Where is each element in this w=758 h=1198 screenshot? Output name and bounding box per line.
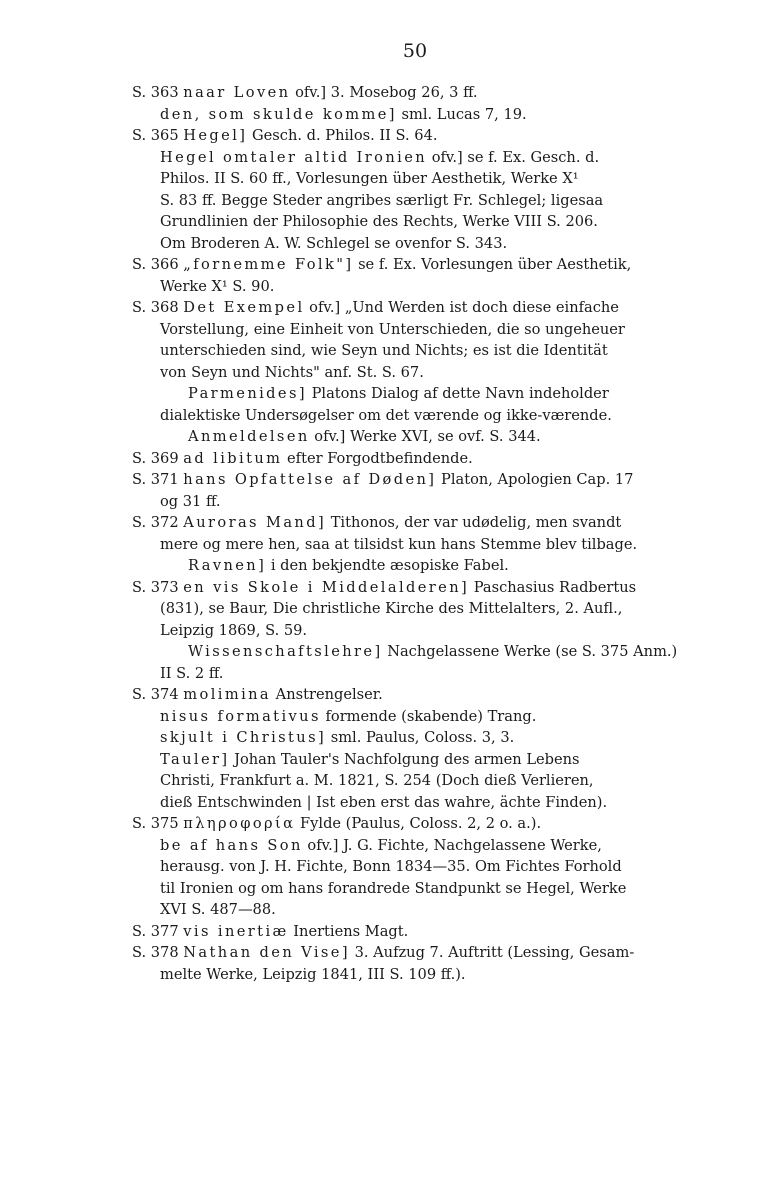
note-text: Johan Tauler's Nachfolgung des armen Lebens	[234, 750, 580, 768]
note-line	[132, 770, 692, 792]
note-line	[132, 125, 692, 147]
note-text: og 31 ff.	[160, 492, 221, 510]
note-text: mere og mere hen, saa at tilsidst kun hans Stemme blev tilbage.	[160, 535, 638, 553]
lemma: Anmeldelsen	[188, 428, 310, 445]
note-text: melte Werke, Leipzig 1841, III S. 109 ff.).	[160, 965, 466, 983]
note-text: i den bekjendte æsopiske Fabel.	[270, 557, 509, 574]
note-line	[132, 555, 692, 577]
note-line	[132, 383, 692, 405]
lemma: be af hans Son	[160, 836, 303, 854]
note-text: Paschasius Radbertus	[473, 578, 637, 596]
note-text: Gesch. d. Philos. II S. 64.	[252, 127, 438, 144]
page-ref: S. 375	[132, 815, 179, 832]
note-text: ofv.] „Und Werden ist doch diese einfache	[309, 299, 619, 316]
note-line	[132, 340, 692, 362]
note-text: Christi, Frankfurt a. M. 1821, S. 254 (Doch dieß Verlieren,	[160, 772, 594, 789]
note-line	[132, 104, 692, 126]
note-line	[132, 792, 692, 814]
lemma: „fornemme Folk"]	[183, 256, 354, 273]
note-text: Platons Dialog af dette Navn indeholder	[311, 385, 609, 402]
lemma: Ravnen]	[188, 557, 267, 574]
note-line	[132, 426, 692, 448]
note-line	[132, 211, 692, 233]
lemma: ad libitum	[183, 449, 283, 467]
note-line	[132, 405, 692, 427]
note-line	[132, 899, 692, 921]
note-text: sml. Lucas 7, 19.	[401, 105, 527, 123]
page-ref: S. 377	[132, 922, 179, 940]
note-text: unterschieden sind, wie Seyn und Nichts; es ist die Identität	[160, 342, 608, 359]
note-line	[132, 362, 692, 384]
note-line	[132, 641, 692, 663]
note-text: Tithonos, der var udødelig, men svandt	[330, 514, 622, 531]
note-text: Philos. II S. 60 ff., Vorlesungen über Aesthetik, Werke X¹	[160, 170, 579, 187]
lemma: Hegel]	[183, 127, 248, 144]
note-text: Anstrengelser.	[275, 686, 383, 703]
note-line	[132, 878, 692, 900]
lemma: nisus formativus	[160, 707, 321, 725]
note-line	[132, 469, 692, 491]
note-text: Om Broderen A. W. Schlegel se ovenfor S. 343.	[160, 234, 508, 252]
lemma: Tauler]	[160, 750, 230, 768]
note-text: Fylde (Paulus, Coloss. 2, 2 o. a.).	[300, 815, 542, 832]
note-text: Grundlinien der Philosophie des Rechts, Werke VIII S. 206.	[160, 213, 598, 230]
note-text: sml. Paulus, Coloss. 3, 3.	[330, 729, 515, 746]
note-text: se f. Ex. Vorlesungen über Aesthetik,	[358, 256, 632, 273]
lemma: naar Loven	[183, 84, 291, 101]
note-line	[132, 190, 692, 212]
lemma: Wissenschaftslehre]	[188, 643, 383, 660]
note-line	[132, 491, 692, 513]
note-line	[132, 706, 692, 728]
page-ref: S. 369	[132, 449, 179, 467]
page-ref: S. 368	[132, 299, 179, 316]
note-text: dialektiske Undersøgelser om det værende og ikke-værende.	[160, 406, 612, 424]
lemma: Det Exempel	[183, 299, 305, 316]
page-ref: S. 366	[132, 256, 179, 273]
note-line	[132, 835, 692, 857]
note-text: Inertiens Magt.	[293, 922, 409, 940]
note-line	[132, 254, 692, 276]
page-ref: S. 374	[132, 686, 179, 703]
note-text: efter Forgodtbefindende.	[287, 449, 473, 467]
note-text: II S. 2 ff.	[160, 664, 224, 682]
note-line	[132, 276, 692, 298]
note-line	[132, 577, 692, 599]
note-text: ofv.] 3. Mosebog 26, 3 ff.	[295, 84, 478, 101]
note-text: von Seyn und Nichts" anf. St. S. 67.	[160, 363, 424, 381]
lemma: den, som skulde komme]	[160, 105, 397, 123]
note-line	[132, 856, 692, 878]
page-ref: S. 365	[132, 127, 179, 144]
note-line	[132, 727, 692, 749]
lemma: vis inertiæ	[183, 922, 289, 940]
note-line	[132, 448, 692, 470]
note-text: Leipzig 1869, S. 59.	[160, 621, 308, 639]
note-line	[132, 749, 692, 771]
lemma: Auroras Mand]	[183, 514, 327, 531]
note-line	[132, 684, 692, 706]
note-line	[132, 813, 692, 835]
note-line	[132, 663, 692, 685]
lemma: molimina	[183, 686, 272, 703]
note-line	[132, 319, 692, 341]
note-text: Platon, Apologien Cap. 17	[441, 471, 634, 488]
notes-block	[132, 82, 692, 985]
lemma: Nathan den Vise]	[183, 944, 350, 961]
note-line	[132, 534, 692, 556]
note-text: ofv.] se f. Ex. Gesch. d.	[431, 148, 600, 166]
note-text: (831), se Baur, Die christliche Kirche des Mittelalters, 2. Aufl.,	[160, 600, 623, 617]
note-line	[132, 620, 692, 642]
lemma: πληροφορία	[183, 815, 296, 832]
note-text: ofv.] Werke XVI, se ovf. S. 344.	[314, 428, 541, 445]
page-ref: S. 372	[132, 514, 179, 531]
page-ref: S. 378	[132, 944, 179, 961]
page-ref: S. 373	[132, 578, 179, 596]
lemma: Parmenides]	[188, 385, 307, 402]
note-text: herausg. von J. H. Fichte, Bonn 1834—35. Om Fichtes Forhold	[160, 858, 622, 875]
lemma: Hegel omtaler altid Ironien	[160, 148, 428, 166]
note-text: dieß Entschwinden | Ist eben erst das wahre, ächte Finden).	[160, 793, 608, 811]
note-text: Nachgelassene Werke (se S. 375 Anm.)	[387, 643, 678, 660]
note-line	[132, 921, 692, 943]
note-line	[132, 512, 692, 534]
note-line	[132, 168, 692, 190]
note-text: S. 83 ff. Begge Steder angribes særligt Fr. Schlegel; ligesaa	[160, 191, 604, 209]
note-line	[132, 942, 692, 964]
note-text: XVI S. 487—88.	[160, 901, 276, 918]
lemma: skjult i Christus]	[160, 729, 327, 746]
lemma: hans Opfattelse af Døden]	[183, 471, 437, 488]
page-ref: S. 371	[132, 471, 179, 488]
note-line	[132, 233, 692, 255]
note-text: ofv.] J. G. Fichte, Nachgelassene Werke,	[307, 836, 602, 854]
note-line	[132, 147, 692, 169]
note-text: Werke X¹ S. 90.	[160, 277, 275, 295]
note-text: Vorstellung, eine Einheit von Unterschieden, die so ungeheuer	[160, 320, 625, 338]
note-line	[132, 964, 692, 986]
page-ref: S. 363	[132, 84, 179, 101]
note-text: 3. Aufzug 7. Auftritt (Lessing, Gesam-	[354, 944, 635, 961]
note-text: til Ironien og om hans forandrede Standpunkt se Hegel, Werke	[160, 879, 627, 897]
page-number: 50	[402, 40, 428, 62]
note-text: formende (skabende) Trang.	[325, 707, 537, 725]
note-line	[132, 82, 692, 104]
note-line	[132, 297, 692, 319]
note-line	[132, 598, 692, 620]
lemma: en vis Skole i Middelalderen]	[183, 578, 470, 596]
